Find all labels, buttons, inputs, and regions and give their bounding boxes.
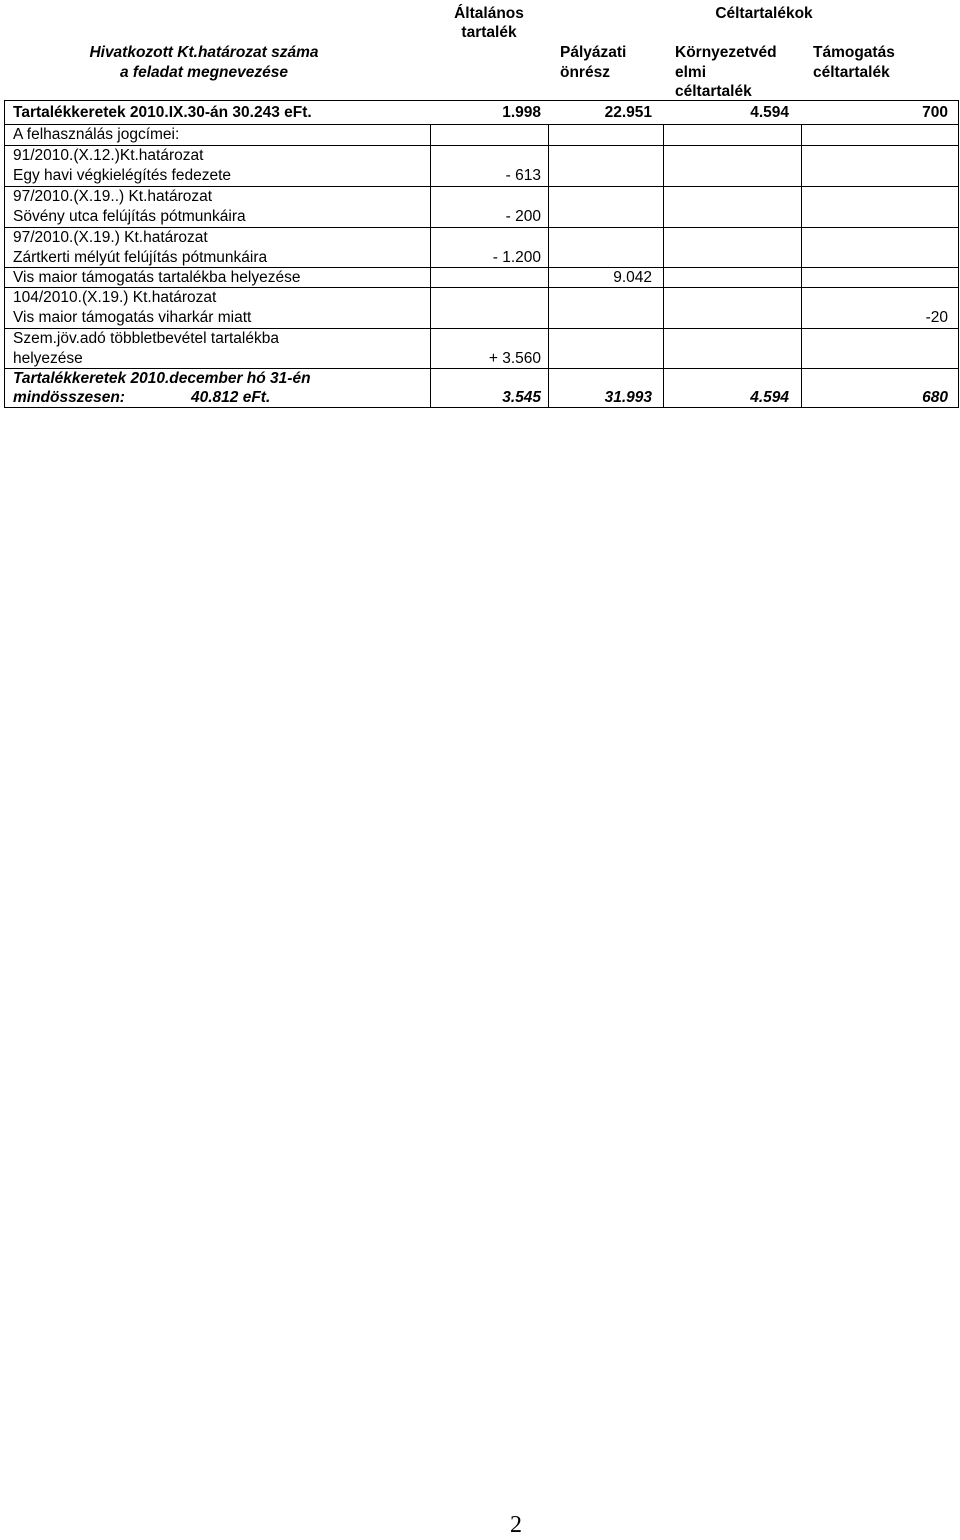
closing-general: 3.545 bbox=[502, 389, 541, 406]
row-reference: 97/2010.(X.19.) Kt.határozat bbox=[13, 229, 208, 246]
row-description: Vis maior támogatás tartalékba helyezése bbox=[13, 269, 301, 286]
rule bbox=[4, 100, 959, 101]
reserve-table bbox=[4, 2, 959, 408]
header-tender: önrész bbox=[560, 64, 610, 81]
closing-tender: 31.993 bbox=[604, 389, 652, 406]
header-environment: elmi bbox=[675, 64, 707, 81]
row-general-value: - 1.200 bbox=[492, 249, 541, 266]
rule bbox=[958, 100, 959, 408]
header-support: Támogatás bbox=[813, 44, 895, 61]
rule bbox=[4, 100, 5, 408]
header-environment: Környezetvéd bbox=[675, 44, 777, 61]
rule bbox=[801, 124, 802, 408]
rule bbox=[548, 124, 549, 408]
opening-general: 1.998 bbox=[502, 104, 541, 121]
row-description: Sövény utca felújítás pótmunkáira bbox=[13, 208, 246, 225]
header-targeted-reserves: Céltartalékok bbox=[715, 5, 813, 22]
header-general: Általános bbox=[454, 5, 524, 22]
header-ref-label: Hivatkozott Kt.határozat száma bbox=[89, 44, 319, 61]
closing-label: mindösszesen: bbox=[13, 389, 125, 406]
row-description: Egy havi végkielégítés fedezete bbox=[13, 167, 231, 184]
row-general-value: - 200 bbox=[505, 208, 541, 225]
row-general-value: - 613 bbox=[505, 167, 541, 184]
row-description: Vis maior támogatás viharkár miatt bbox=[13, 309, 252, 326]
page-number: 2 bbox=[510, 1512, 522, 1538]
row-reference: 97/2010.(X.19..) Kt.határozat bbox=[13, 188, 213, 205]
row-tender-value: 9.042 bbox=[613, 269, 652, 286]
header-support: céltartalék bbox=[813, 64, 890, 81]
row-description: Szem.jöv.adó többletbevétel tartalékba bbox=[13, 330, 279, 347]
row-general-value: + 3.560 bbox=[488, 350, 541, 367]
header-task-label: a feladat megnevezése bbox=[119, 64, 288, 81]
opening-tender: 22.951 bbox=[604, 104, 652, 121]
row-reference: 91/2010.(X.12.)Kt.határozat bbox=[13, 147, 204, 164]
header-general: tartalék bbox=[461, 24, 517, 41]
rule bbox=[663, 124, 664, 408]
opening-environment: 4.594 bbox=[750, 104, 789, 121]
opening-label: Tartalékkeretek 2010.IX.30-án 30.243 eFt. bbox=[13, 104, 312, 121]
closing-environment: 4.594 bbox=[750, 389, 789, 406]
closing-support: 680 bbox=[922, 389, 948, 406]
uses-heading: A felhasználás jogcímei: bbox=[13, 126, 180, 143]
header-environment: céltartalék bbox=[675, 83, 752, 100]
closing-total: 40.812 eFt. bbox=[191, 389, 271, 406]
row-description: Zártkerti mélyút felújítás pótmunkáira bbox=[13, 249, 268, 266]
row-support-value: -20 bbox=[925, 309, 948, 326]
row-reference: 104/2010.(X.19.) Kt.határozat bbox=[13, 289, 217, 306]
closing-label: Tartalékkeretek 2010.december hó 31-én bbox=[13, 370, 311, 387]
header-tender: Pályázati bbox=[560, 44, 627, 61]
opening-support: 700 bbox=[922, 104, 948, 121]
row-description: helyezése bbox=[13, 350, 83, 367]
